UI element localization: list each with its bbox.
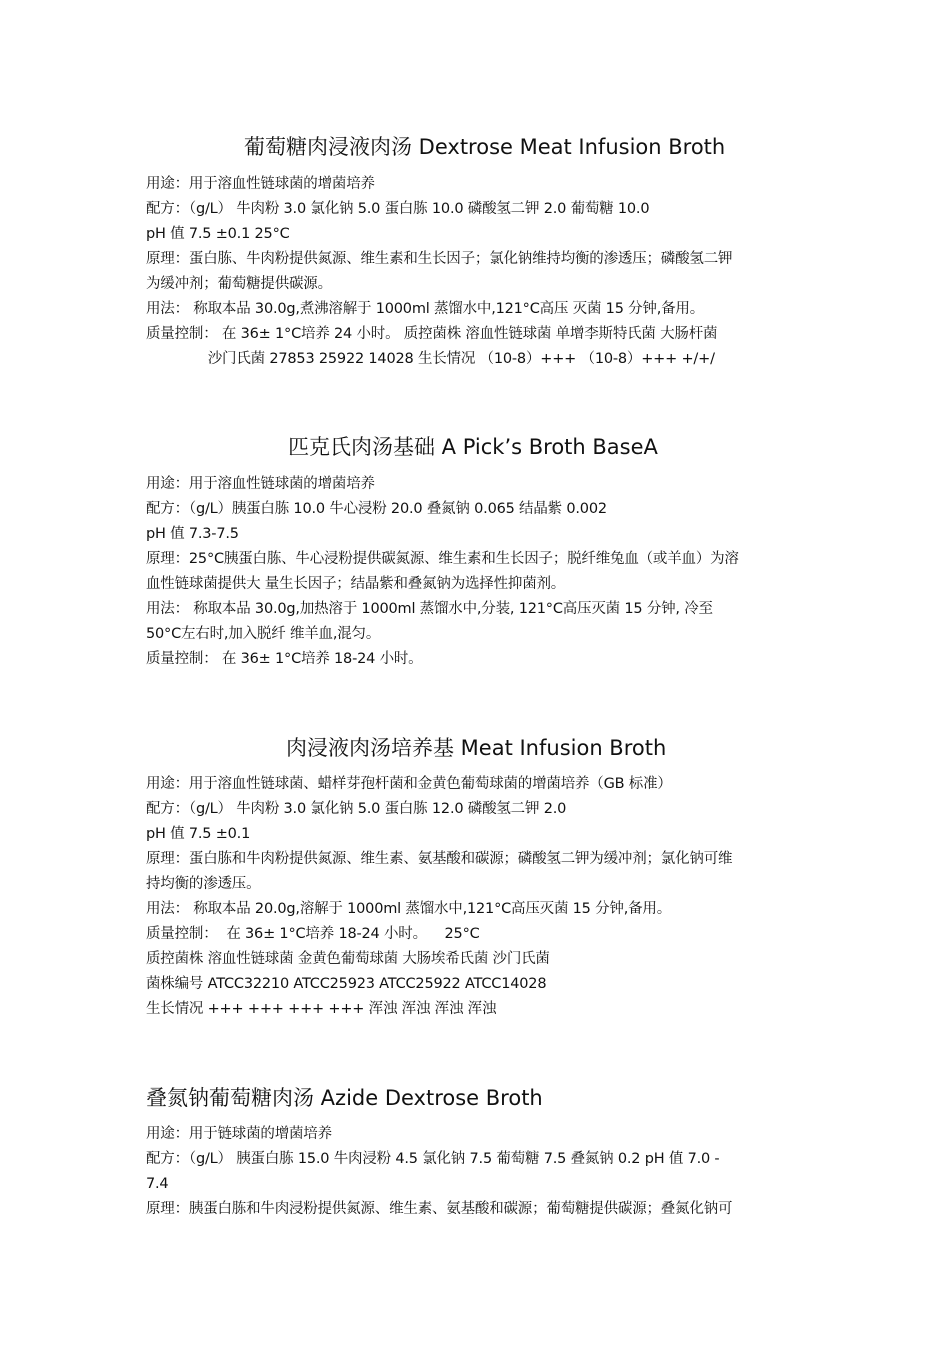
method-line-cont: 50°C左右时,加入脱纤 维羊血,混匀。 <box>146 626 381 642</box>
formula-line: 配方：（g/L） 胰蛋白胨 15.0 牛肉浸粉 4.5 氯化钠 7.5 葡萄糖 7.5 叠氮钠 0.2 pH 值 7.0 - <box>146 1151 720 1167</box>
principle-line: 原理：25°C胰蛋白胨、牛心浸粉提供碳氮源、维生素和生长因子；脱纤维兔血（或羊血）为溶 <box>146 551 739 567</box>
ph-line: pH 值 7.3-7.5 <box>146 526 239 542</box>
formula-line: 配方：（g/L） 牛肉粉 3.0 氯化钠 5.0 蛋白胨 12.0 磷酸氢二钾 2.0 <box>146 801 567 817</box>
quality-control-line: 质量控制： 在 36± 1°C培养 18-24 小时。 <box>146 651 423 667</box>
section-title: 葡萄糖肉浸液肉汤 Dextrose Meat Infusion Broth <box>244 135 726 159</box>
usage-line: 用途：用于溶血性链球菌的增菌培养 <box>146 476 375 492</box>
usage-line: 用途：用于溶血性链球菌的增菌培养 <box>146 176 375 192</box>
principle-line: 原理：蛋白胨、牛肉粉提供氮源、维生素和生长因子；氯化钠维持均衡的渗透压；磷酸氢二钾 <box>146 251 733 267</box>
quality-control-line: 质量控制： 在 36± 1°C培养 18-24 小时。 25°C <box>146 926 480 942</box>
quality-control-line: 质量控制： 在 36± 1°C培养 24 小时。 质控菌株 溶血性链球菌 单增李斯特氏菌 大肠杆菌 <box>146 326 718 342</box>
principle-line-cont: 为缓冲剂；葡萄糖提供碳源。 <box>146 276 332 292</box>
principle-line: 原理：蛋白胨和牛肉粉提供氮源、维生素、氨基酸和碳源；磷酸氢二钾为缓冲剂；氯化钠可维 <box>146 851 733 867</box>
quality-control-line-cont: 沙门氏菌 27853 25922 14028 生长情况 （10-8）+++ （10-8）+++ +/+/ <box>146 351 715 367</box>
method-line: 用法： 称取本品 20.0g,溶解于 1000ml 蒸馏水中,121°C高压灭菌 15 分钟,备用。 <box>146 901 672 917</box>
section-title: 肉浸液肉汤培养基 Meat Infusion Broth <box>286 736 667 760</box>
method-line: 用法： 称取本品 30.0g,煮沸溶解于 1000ml 蒸馏水中,121°C高压 灭菌 15 分钟,备用。 <box>146 301 705 317</box>
ph-line: pH 值 7.5 ±0.1 <box>146 826 251 842</box>
control-strains-line: 质控菌株 溶血性链球菌 金黄色葡萄球菌 大肠埃希氏菌 沙门氏菌 <box>146 951 550 967</box>
method-line: 用法： 称取本品 30.0g,加热溶于 1000ml 蒸馏水中,分装, 121°C高压灭菌 15 分钟, 冷至 <box>146 601 713 617</box>
formula-line: 配方：（g/L） 牛肉粉 3.0 氯化钠 5.0 蛋白胨 10.0 磷酸氢二钾 2.0 葡萄糖 10.0 <box>146 201 650 217</box>
section-title: 叠氮钠葡萄糖肉汤 Azide Dextrose Broth <box>146 1086 543 1110</box>
section-title: 匹克氏肉汤基础 A Pick’s Broth BaseA <box>288 435 658 459</box>
usage-line: 用途：用于溶血性链球菌、蜡样芽孢杆菌和金黄色葡萄球菌的增菌培养（GB 标准） <box>146 776 672 792</box>
growth-line: 生长情况 +++ +++ +++ +++ 浑浊 浑浊 浑浊 浑浊 <box>146 1001 497 1017</box>
ph-line: pH 值 7.5 ±0.1 25°C <box>146 226 290 242</box>
formula-line: 配方：（g/L）胰蛋白胨 10.0 牛心浸粉 20.0 叠氮钠 0.065 结晶紫 0.002 <box>146 501 607 517</box>
formula-line-cont: 7.4 <box>146 1176 169 1192</box>
principle-line-cont: 持均衡的渗透压。 <box>146 876 261 892</box>
principle-line: 原理：胰蛋白胨和牛肉浸粉提供氮源、维生素、氨基酸和碳源；葡萄糖提供碳源；叠氮化钠可 <box>146 1201 733 1217</box>
usage-line: 用途：用于链球菌的增菌培养 <box>146 1126 332 1142</box>
principle-line-cont: 血性链球菌提供大 量生长因子；结晶紫和叠氮钠为选择性抑菌剂。 <box>146 576 566 592</box>
strain-numbers-line: 菌株编号 ATCC32210 ATCC25923 ATCC25922 ATCC14028 <box>146 976 547 992</box>
